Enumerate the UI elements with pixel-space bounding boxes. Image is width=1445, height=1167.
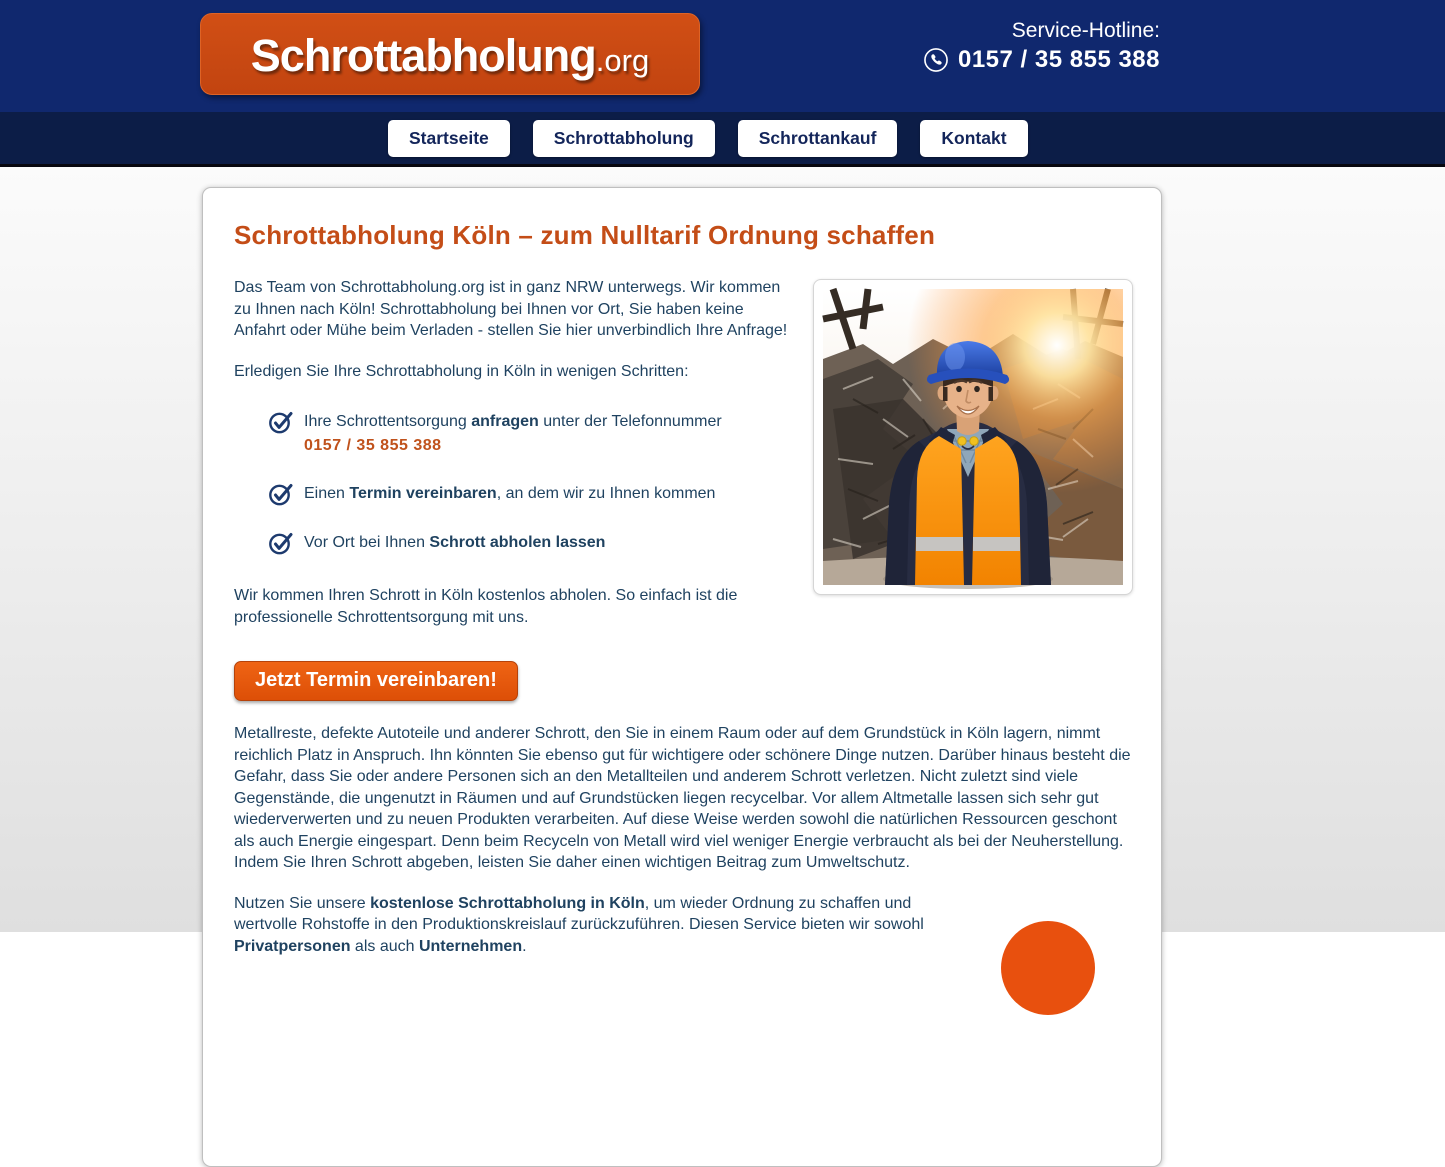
page-title: Schrottabholung Köln – zum Nulltarif Ordnung schaffen xyxy=(234,220,936,250)
nav-item-schrottankauf[interactable]: Schrottankauf xyxy=(738,120,898,157)
checklist-text: Ihre Schrottentsorgung xyxy=(304,413,472,430)
checklist-item xyxy=(268,411,738,456)
logo-tld-text: .org xyxy=(595,43,650,78)
closing-text: Nutzen Sie unsere xyxy=(234,894,371,912)
main-navigation xyxy=(0,112,1445,167)
closing-text: als auch xyxy=(350,937,419,955)
nav-item-kontakt[interactable]: Kontakt xyxy=(920,120,1027,157)
closing-text-bold: Privatpersonen xyxy=(234,937,351,955)
content-card xyxy=(202,187,1162,1167)
hotline-label: Service-Hotline: xyxy=(1011,19,1160,42)
cta-termin-button[interactable]: Jetzt Termin vereinbaren! xyxy=(234,661,518,701)
nav-item-startseite[interactable]: Startseite xyxy=(388,120,510,157)
logo-text: Schrottabholung xyxy=(250,30,596,81)
checklist-text-bold: anfragen xyxy=(471,413,539,430)
closing-text: . xyxy=(522,937,527,955)
checklist-item xyxy=(268,483,738,505)
summary-paragraph: Wir kommen Ihren Schrott in Köln kostenlos abholen. So einfach ist die professionelle Schrottentsorgung mit uns. xyxy=(234,587,738,626)
site-logo[interactable] xyxy=(200,13,700,95)
intro-paragraph: Das Team von Schrottabholung.org ist in ganz NRW unterwegs. Wir kommen zu Ihnen nach Köln! Schrottabholung bei Ihnen vor Ort, Sie haben keine Anfahrt oder Mühe beim Verladen - stellen Sie hier unverbindlich Ihre Anfrage! xyxy=(234,279,788,339)
phone-icon xyxy=(923,47,949,73)
scrap-worker-photo xyxy=(813,279,1133,595)
checklist-text-bold: Termin vereinbaren xyxy=(349,485,497,502)
hotline-number-row[interactable] xyxy=(923,46,1160,74)
checklist-text: Einen xyxy=(304,485,350,502)
closing-text: , um wieder Ordnung zu schaffen und wertvolle Rohstoffe in den Produktionskreislauf zurückzuführen. Diesen Service bieten wir sowohl xyxy=(234,894,924,933)
body-paragraph: Metallreste, defekte Autoteile und anderer Schrott, den Sie in einem Raum oder auf dem Grundstück in Köln lagern, nimmt reichlich Platz in Anspruch. Ihn könnten Sie ebenso gut für wichtigere oder schönere Dinge nutzen. Darüber hinaus besteht die Gefahr, dass Sie oder andere Personen sich an den Metallteilen und anderem Schrott verletzen. Nicht zuletzt sind viele Gegenstände, die ungenutzt in Räumen und auf Grundstücken liegen recycelbar. Vor allem Altmetalle lassen sich sehr gut wiederverwerten und zu neuen Produkten verarbeiten. Auf diese Weise werden sowohl die natürlichen Ressourcen geschont als auch Energie eingespart. Denn beim Recyceln von Metall wird viel weniger Energie verbraucht als bei der Neuherstellung. Indem Sie Ihren Schrott abgeben, leisten Sie daher einen wichtigen Beitrag zum Umweltschutz. xyxy=(234,725,1131,871)
service-hotline xyxy=(923,17,1160,74)
checklist-item xyxy=(268,532,738,554)
checklist-text: unter der Telefonnummer xyxy=(538,413,722,430)
check-icon xyxy=(268,409,294,435)
steps-intro: Erledigen Sie Ihre Schrottabholung in Köln in wenigen Schritten: xyxy=(234,362,689,380)
closing-paragraph xyxy=(234,893,939,958)
checklist-text-bold: Schrott abholen lassen xyxy=(429,533,606,551)
promo-badge xyxy=(1001,921,1095,1015)
page-background xyxy=(0,167,1445,955)
checklist-text: , an dem wir zu Ihnen kommen xyxy=(496,485,716,502)
check-icon xyxy=(268,530,294,556)
closing-text-bold: Unternehmen xyxy=(418,937,523,955)
check-icon xyxy=(268,481,294,507)
hotline-number: 0157 / 35 855 388 xyxy=(957,46,1160,73)
site-header xyxy=(0,0,1445,112)
checklist-phone-number[interactable]: 0157 / 35 855 388 xyxy=(304,436,442,454)
closing-text-bold: kostenlose Schrottabholung in Köln xyxy=(370,894,645,912)
nav-item-schrottabholung[interactable]: Schrottabholung xyxy=(533,120,715,157)
checklist-text: Vor Ort bei Ihnen xyxy=(304,533,430,551)
